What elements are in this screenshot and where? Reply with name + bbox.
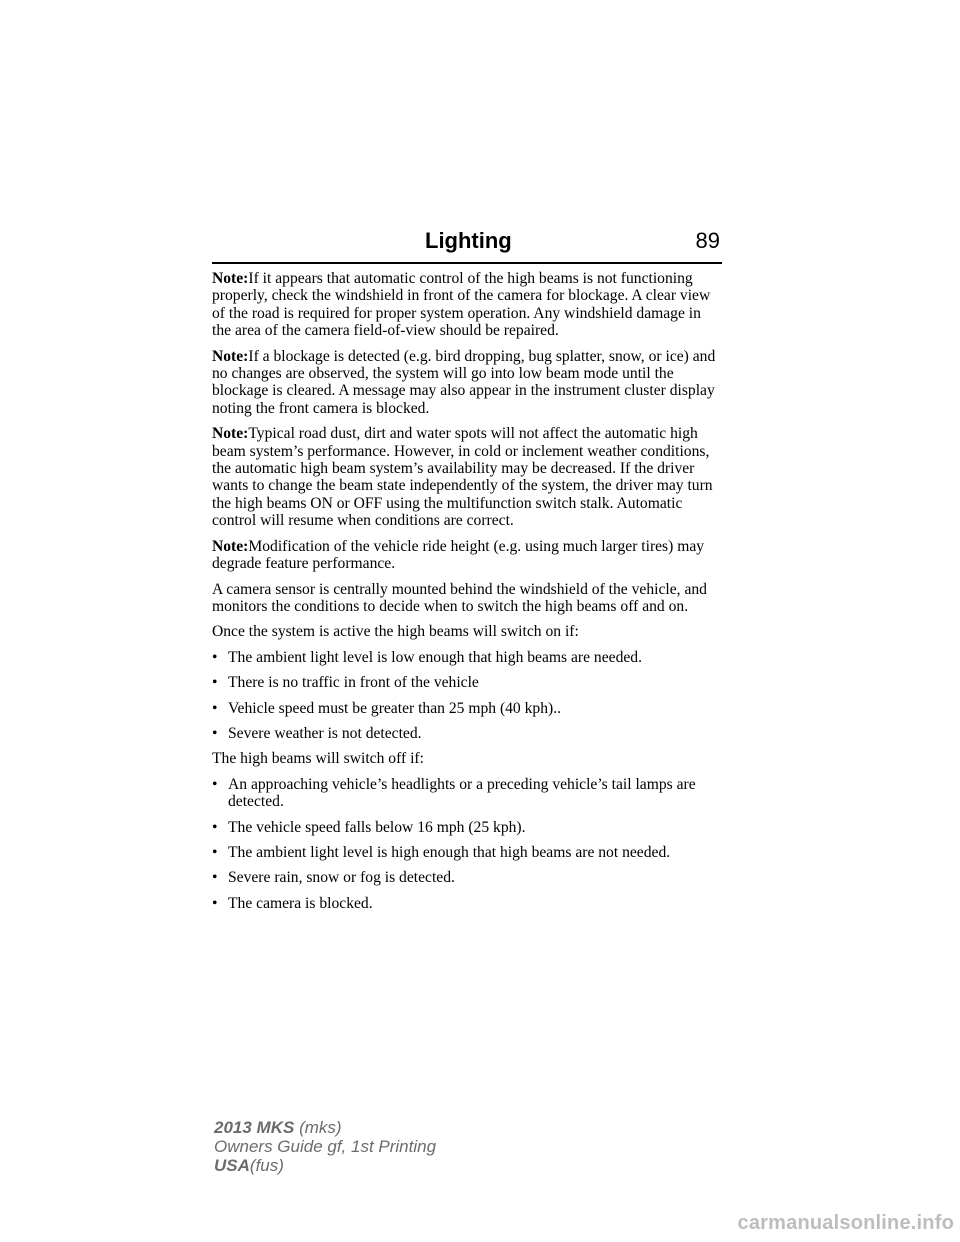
bullet-icon: • (212, 648, 218, 666)
watermark-link[interactable]: carmanualsonline.info (737, 1212, 954, 1234)
footer-market: USA (214, 1156, 250, 1175)
list-item (212, 725, 722, 742)
document-footer (214, 1118, 436, 1175)
note-text: Typical road dust, dirt and water spots will not affect the automatic high beam system’s performance. However, in cold or inclement weather conditions, the automatic high beam system’s availability may be decreased. If the driver wants to change the beam state independently of the system, the driver may turn the high beams ON or OFF using the multifunction switch stalk. Automatic control will resume when conditions are correct. (212, 425, 713, 530)
list-item (212, 674, 722, 691)
list-item-text: The vehicle speed falls below 16 mph (25 kph). (228, 818, 526, 836)
note-paragraph (212, 348, 722, 418)
list-item-text: Severe weather is not detected. (228, 724, 422, 742)
list-item (212, 869, 722, 886)
list-item (212, 776, 722, 811)
page-content (212, 270, 722, 920)
list-item-text: An approaching vehicle’s headlights or a preceding vehicle’s tail lamps are detected. (228, 775, 696, 811)
bullet-icon: • (212, 674, 218, 692)
note-paragraph (212, 270, 722, 340)
footer-market-code: (fus) (249, 1156, 284, 1175)
list-item-text: The ambient light level is low enough that high beams are needed. (228, 648, 642, 666)
list-item-text: Severe rain, snow or fog is detected. (228, 869, 455, 887)
note-label: Note: (212, 270, 249, 287)
list-item (212, 649, 722, 666)
list-item-text: There is no traffic in front of the vehicle (228, 674, 479, 692)
switch-off-list (212, 776, 722, 912)
camera-paragraph: A camera sensor is centrally mounted behind the windshield of the vehicle, and monitors the conditions to decide when to switch the high beams off and on. (212, 580, 707, 615)
note-label: Note: (212, 537, 249, 555)
note-paragraph (212, 538, 722, 573)
switch-on-intro: Once the system is active the high beams will switch on if: (212, 623, 579, 641)
note-paragraph (212, 425, 722, 529)
note-text: If it appears that automatic control of the high beams is not functioning properly, check the windshield in front of the camera for blockage. A clear view of the road is required for proper system operation. Any windshield damage in the area of the camera field-of-view should be repaired. (212, 270, 711, 340)
bullet-icon: • (212, 818, 218, 836)
footer-line-model (214, 1118, 436, 1137)
footer-model-code: (mks) (299, 1118, 342, 1137)
list-item-text: Vehicle speed must be greater than 25 mph (40 kph).. (228, 699, 562, 717)
list-item-text: The camera is blocked. (228, 894, 373, 912)
list-item (212, 700, 722, 717)
list-item-text: The ambient light level is high enough that high beams are not needed. (228, 843, 671, 861)
switch-on-list (212, 649, 722, 743)
list-item (212, 819, 722, 836)
footer-line-market (214, 1156, 436, 1175)
note-text: If a blockage is detected (e.g. bird dropping, bug splatter, snow, or ice) and no changes are observed, the system will go into low beam mode until the blockage is cleared. A message may also appear in the instrument cluster display noting the front camera is blocked. (212, 347, 716, 417)
list-item (212, 895, 722, 912)
note-label: Note: (212, 425, 249, 443)
bullet-icon: • (212, 843, 218, 861)
note-text: Modification of the vehicle ride height (e.g. using much larger tires) may degrade feature performance. (212, 537, 705, 573)
note-label: Note: (212, 347, 249, 365)
page-number: 89 (695, 228, 720, 253)
bullet-icon: • (212, 699, 218, 717)
bullet-icon: • (212, 869, 218, 887)
bullet-icon: • (212, 775, 218, 793)
bullet-icon: • (212, 894, 218, 912)
footer-line-guide: Owners Guide gf, 1st Printing (214, 1137, 437, 1156)
footer-model: 2013 MKS (214, 1118, 295, 1137)
page-header (212, 228, 722, 264)
switch-off-intro: The high beams will switch off if: (212, 750, 424, 768)
section-title: Lighting (425, 228, 512, 253)
bullet-icon: • (212, 724, 218, 742)
list-item (212, 844, 722, 861)
